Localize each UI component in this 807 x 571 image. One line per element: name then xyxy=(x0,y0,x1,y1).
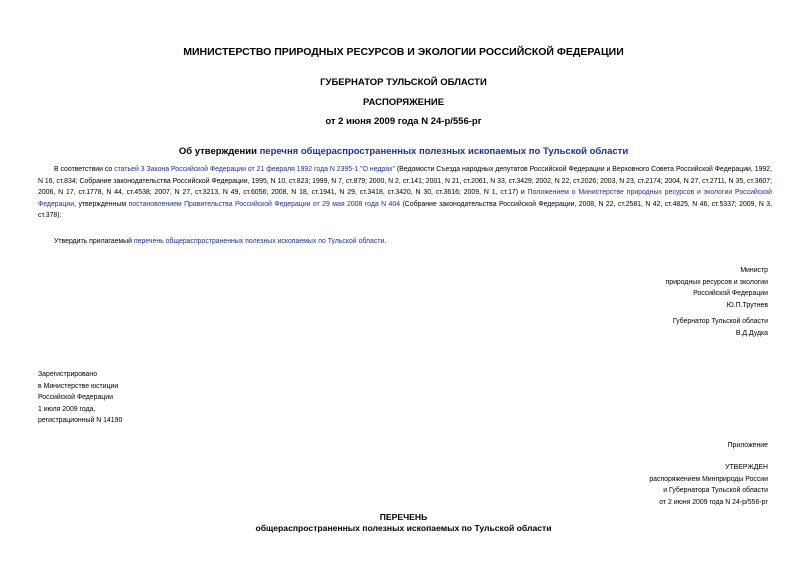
list-title: ПЕРЕЧЕНЬ xyxy=(379,512,428,522)
minister-signature xyxy=(468,265,768,311)
approved-line-1: распоряжением Минприроды России xyxy=(649,475,768,483)
p1-text-4: (Собрание законодательства Российской Федерации, 2008, N 22, ст.2581, N 42, ст.4825, N 46, ст.5337; 2009, N 3, ст.378): xyxy=(38,200,772,220)
minister-title-1: Министр xyxy=(740,267,768,274)
p2-text-2: . xyxy=(384,238,387,245)
p1-text-2: (Ведомости Съезда народных депутатов Российской Федерации и Верховного Совета Российской Федерации, 1992, N 16, ст.834; Собрание законодательства Российской Федерации, 1995, N 10, ст.823; 1999, N 7, ст.879; 2000, N 2, ст.141; 2001, N 21, ст.2061, N 33, ст.3429; 2002, N 22, ст.2026; 2003, N 23, ст.2174; 2004, N 27, ст.2711, N 35, ст.3607; 2006, N 17, ст.1778, N 44, ст.4538; 2007, N 27, ст.3213, N 49, ст.6056; 2008, N 18, ст.1941, N 29, ст.3418, ст.3420, N 30, ст.3616; 2009, N 1, ст.17) и xyxy=(38,166,772,197)
document-title xyxy=(0,146,807,157)
ministry-heading: МИНИСТЕРСТВО ПРИРОДНЫХ РЕСУРСОВ И ЭКОЛОГИИ РОССИЙСКОЙ ФЕДЕРАЦИИ xyxy=(183,46,624,58)
title-list-link[interactable]: перечня общераспространенных полезных ископаемых по Тульской области xyxy=(259,146,629,157)
government-decree-link[interactable]: постановлением Правительства Российской Федерации от 29 мая 2008 года N 404 xyxy=(128,200,401,208)
law-nedra-link[interactable]: статьей 3 Закона Российской Федерации от 21 февраля 1992 года N 2395-1 "О недрах" xyxy=(114,166,395,173)
registration-line-3: Российской Федерации xyxy=(38,394,113,402)
document-type: РАСПОРЯЖЕНИЕ xyxy=(362,97,445,108)
approved-line-3: от 2 июня 2009 года N 24-р/556-рг xyxy=(659,498,768,506)
registration-line-1: Зарегистрировано xyxy=(38,371,98,378)
registration-line-2: в Министерстве юстиции xyxy=(38,382,119,390)
governor-name: В.Д.Дудка xyxy=(735,329,768,337)
registration-block xyxy=(38,369,122,427)
governor-heading: ГУБЕРНАТОР ТУЛЬСКОЙ ОБЛАСТИ xyxy=(320,77,487,88)
approved-list-link[interactable]: перечень общераспространенных полезных ископаемых по Тульской области xyxy=(133,238,385,245)
p1-text-3: , утвержденным xyxy=(74,200,129,208)
document-date-number: от 2 июня 2009 года N 24-р/556-рг xyxy=(325,116,482,127)
appendix-label: Приложение xyxy=(727,442,768,449)
paragraph-approve xyxy=(38,236,772,248)
approved-line-2: и Губернатора Тульской области xyxy=(663,487,768,495)
minister-title-3: Российской Федерации xyxy=(693,290,768,298)
governor-title: Губернатор Тульской области xyxy=(672,318,768,325)
p1-text-1: В соответствии со xyxy=(54,166,115,173)
minister-name: Ю.П.Трутнев xyxy=(726,301,768,309)
governor-signature xyxy=(468,316,768,339)
approval-stamp xyxy=(468,462,768,508)
title-prefix: Об утверждении xyxy=(178,146,260,157)
minister-title-2: природных ресурсов и экологии xyxy=(665,278,768,286)
p2-text-1: Утвердить прилагаемый xyxy=(54,238,134,245)
approved-word: УТВЕРЖДЕН xyxy=(725,464,768,471)
registration-line-5: регистрационный N 14190 xyxy=(38,417,123,425)
ministry-regulation-link[interactable]: Положением о Министерстве природных ресурсов и экологии Российской Федерации xyxy=(38,189,772,208)
paragraph-basis xyxy=(38,164,772,222)
list-subtitle: общераспространенных полезных ископаемых по Тульской области xyxy=(255,523,552,533)
registration-line-4: 1 июля 2009 года, xyxy=(38,405,96,413)
